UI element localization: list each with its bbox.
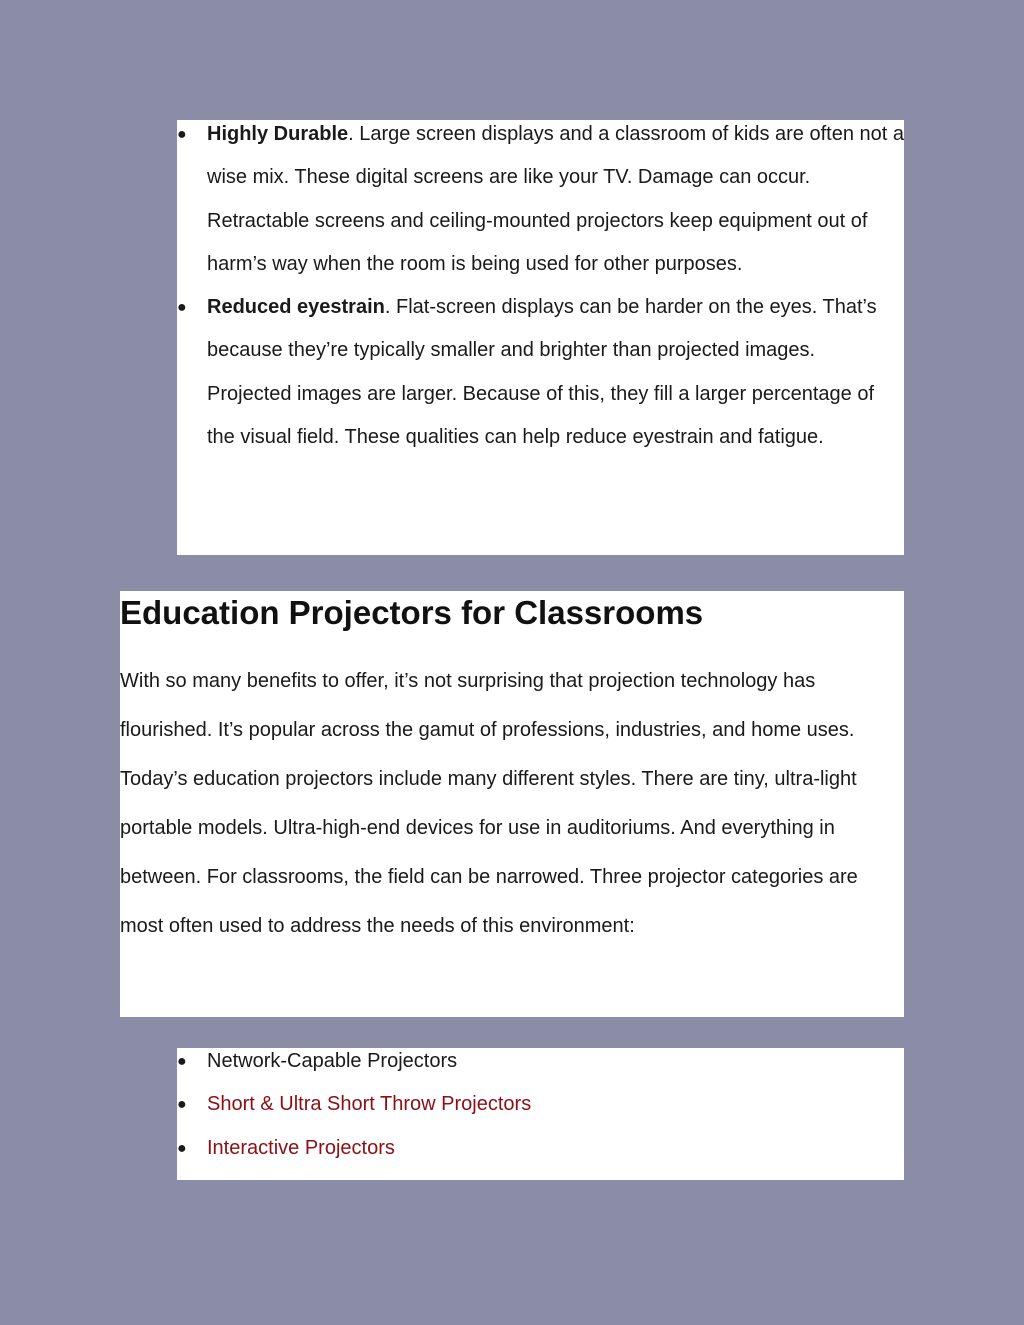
benefit-title: Highly Durable bbox=[207, 123, 349, 145]
list-item bbox=[177, 113, 904, 286]
list-item bbox=[177, 1040, 904, 1083]
benefits-list bbox=[177, 113, 904, 459]
bullet-icon: ● bbox=[177, 1139, 187, 1157]
benefit-title: Reduced eyestrain bbox=[207, 296, 385, 319]
categories-card bbox=[177, 1048, 904, 1180]
list-item bbox=[177, 1127, 904, 1170]
bullet-icon: ● bbox=[177, 299, 187, 317]
interactive-projectors-link[interactable]: Interactive Projectors bbox=[207, 1136, 395, 1159]
list-item bbox=[177, 286, 904, 459]
section-paragraph: With so many benefits to offer, it’s not surprising that projection technology has flourished. It’s popular across the gamut of professions, industries, and home uses. Today’s education projectors include many different styles. There are tiny, ultra-light portable models. Ultra-high-end devices for use in auditoriums. And everything in between. For classrooms, the field can be narrowed. Three projector categories are most often used to address the needs of this environment: bbox=[120, 670, 858, 937]
bullet-icon: ● bbox=[177, 1096, 187, 1114]
list-item bbox=[177, 1083, 904, 1126]
benefit-text: . Flat-screen displays can be harder on the eyes. That’s because they’re typically smaller and brighter than projected images. Projected images are larger. Because of this, they fill a larger percentage of the visual field. These qualities can help reduce eyestrain and fatigue. bbox=[207, 296, 877, 449]
benefit-text: . Large screen displays and a classroom of kids are often not a wise mix. These digital screens are like your TV. Damage can occur. Retractable screens and ceiling-mounted projectors keep equipment out of harm’s way when the room is being used for other purposes. bbox=[207, 123, 904, 275]
bullet-icon: ● bbox=[177, 126, 187, 143]
short-throw-projectors-link[interactable]: Short & Ultra Short Throw Projectors bbox=[207, 1093, 532, 1116]
bullet-icon: ● bbox=[177, 1053, 187, 1070]
section-heading: Education Projectors for Classrooms bbox=[120, 594, 704, 631]
categories-list bbox=[177, 1040, 904, 1170]
benefits-card bbox=[177, 120, 904, 555]
category-network-capable: Network-Capable Projectors bbox=[207, 1050, 458, 1072]
section-card bbox=[120, 591, 904, 1017]
